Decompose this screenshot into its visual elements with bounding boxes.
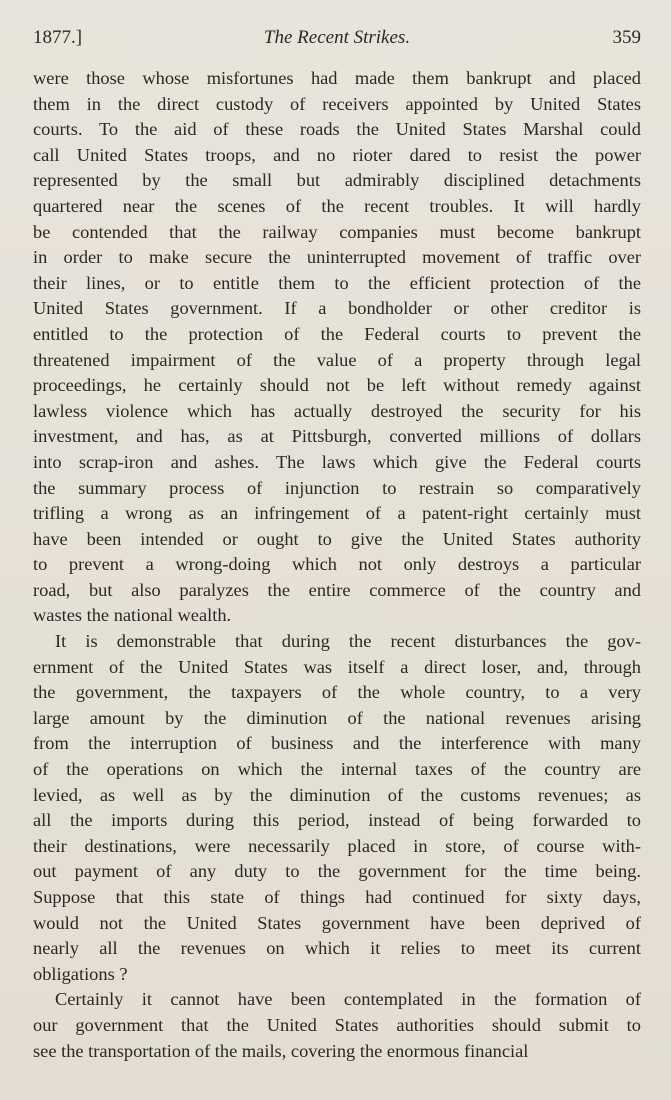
text-line: them in the direct custody of receivers appointed by United States bbox=[33, 93, 641, 114]
text-line: road, but also paralyzes the entire commerce of the country and bbox=[33, 579, 641, 600]
text-line: proceedings, he certainly should not be left without remedy against bbox=[33, 375, 641, 396]
paragraph bbox=[33, 987, 641, 1064]
text-line: represented by the small but admirably disciplined detachments bbox=[33, 170, 641, 191]
header-title: The Recent Strikes. bbox=[263, 27, 411, 48]
text-line: threatened impairment of the value of a property through legal bbox=[33, 349, 641, 370]
text-line: in order to make secure the uninterrupted movement of traffic over bbox=[33, 247, 641, 268]
text-line: our government that the United States authorities should submit to bbox=[33, 1014, 641, 1035]
text-line: from the interruption of business and the interference with many bbox=[33, 733, 641, 754]
text-line: all the imports during this period, instead of being forwarded to bbox=[33, 810, 641, 831]
text-line: to prevent a wrong-doing which not only destroys a particular bbox=[33, 554, 641, 575]
text-line: of the operations on which the internal taxes of the country are bbox=[33, 759, 641, 780]
text-line: their lines, or to entitle them to the efficient protection of the bbox=[33, 272, 641, 293]
text-line: be contended that the railway companies must become bankrupt bbox=[33, 221, 641, 242]
text-line: into scrap-iron and ashes. The laws which give the Federal courts bbox=[33, 451, 641, 472]
text-line: trifling a wrong as an infringement of a patent-right certainly must bbox=[33, 503, 641, 524]
text-line: their destinations, were necessarily placed in store, of course with- bbox=[33, 835, 641, 856]
text-line: lawless violence which has actually destroyed the security for his bbox=[33, 400, 641, 421]
paragraph bbox=[33, 66, 641, 629]
text-line: were those whose misfortunes had made them bankrupt and placed bbox=[33, 68, 641, 88]
text-line: the government, the taxpayers of the whole country, to a very bbox=[33, 682, 641, 703]
text-line: investment, and has, as at Pittsburgh, converted millions of dollars bbox=[33, 426, 641, 447]
text-line: Certainly it cannot have been contemplated in the formation of bbox=[55, 989, 641, 1010]
text-line: ernment of the United States was itself a direct loser, and, through bbox=[33, 656, 641, 677]
text-line: would not the United States government have been deprived of bbox=[33, 912, 641, 933]
text-line: out payment of any duty to the government for the time being. bbox=[33, 861, 641, 882]
text-line: wastes the national wealth. bbox=[33, 605, 232, 626]
text-line: United States government. If a bondholder or other creditor is bbox=[33, 298, 641, 319]
text-line: courts. To the aid of these roads the United States Marshal could bbox=[33, 119, 641, 140]
text-line: have been intended or ought to give the United States authority bbox=[33, 528, 641, 549]
text-line: levied, as well as by the diminution of the customs revenues; as bbox=[33, 784, 641, 805]
text-line: call United States troops, and no rioter dared to resist the power bbox=[33, 144, 641, 165]
text-line: nearly all the revenues on which it relies to meet its current bbox=[33, 938, 641, 959]
running-header bbox=[33, 26, 641, 50]
text-line: the summary process of injunction to restrain so comparatively bbox=[33, 477, 641, 498]
text-line: quartered near the scenes of the recent troubles. It will hardly bbox=[33, 195, 641, 216]
page-number: 359 bbox=[612, 27, 641, 48]
text-line: see the transportation of the mails, covering the enormous financial bbox=[33, 1040, 529, 1061]
text-line: Suppose that this state of things had continued for sixty days, bbox=[33, 887, 641, 907]
text-line: It is demonstrable that during the recent disturbances the gov- bbox=[55, 631, 641, 652]
header-year: 1877.] bbox=[33, 27, 83, 48]
text-line: large amount by the diminution of the national revenues arising bbox=[33, 707, 641, 728]
text-line: entitled to the protection of the Federal courts to prevent the bbox=[33, 323, 641, 344]
paragraph bbox=[33, 629, 641, 987]
text-line: obligations ? bbox=[33, 963, 128, 984]
body-text bbox=[33, 66, 641, 1064]
